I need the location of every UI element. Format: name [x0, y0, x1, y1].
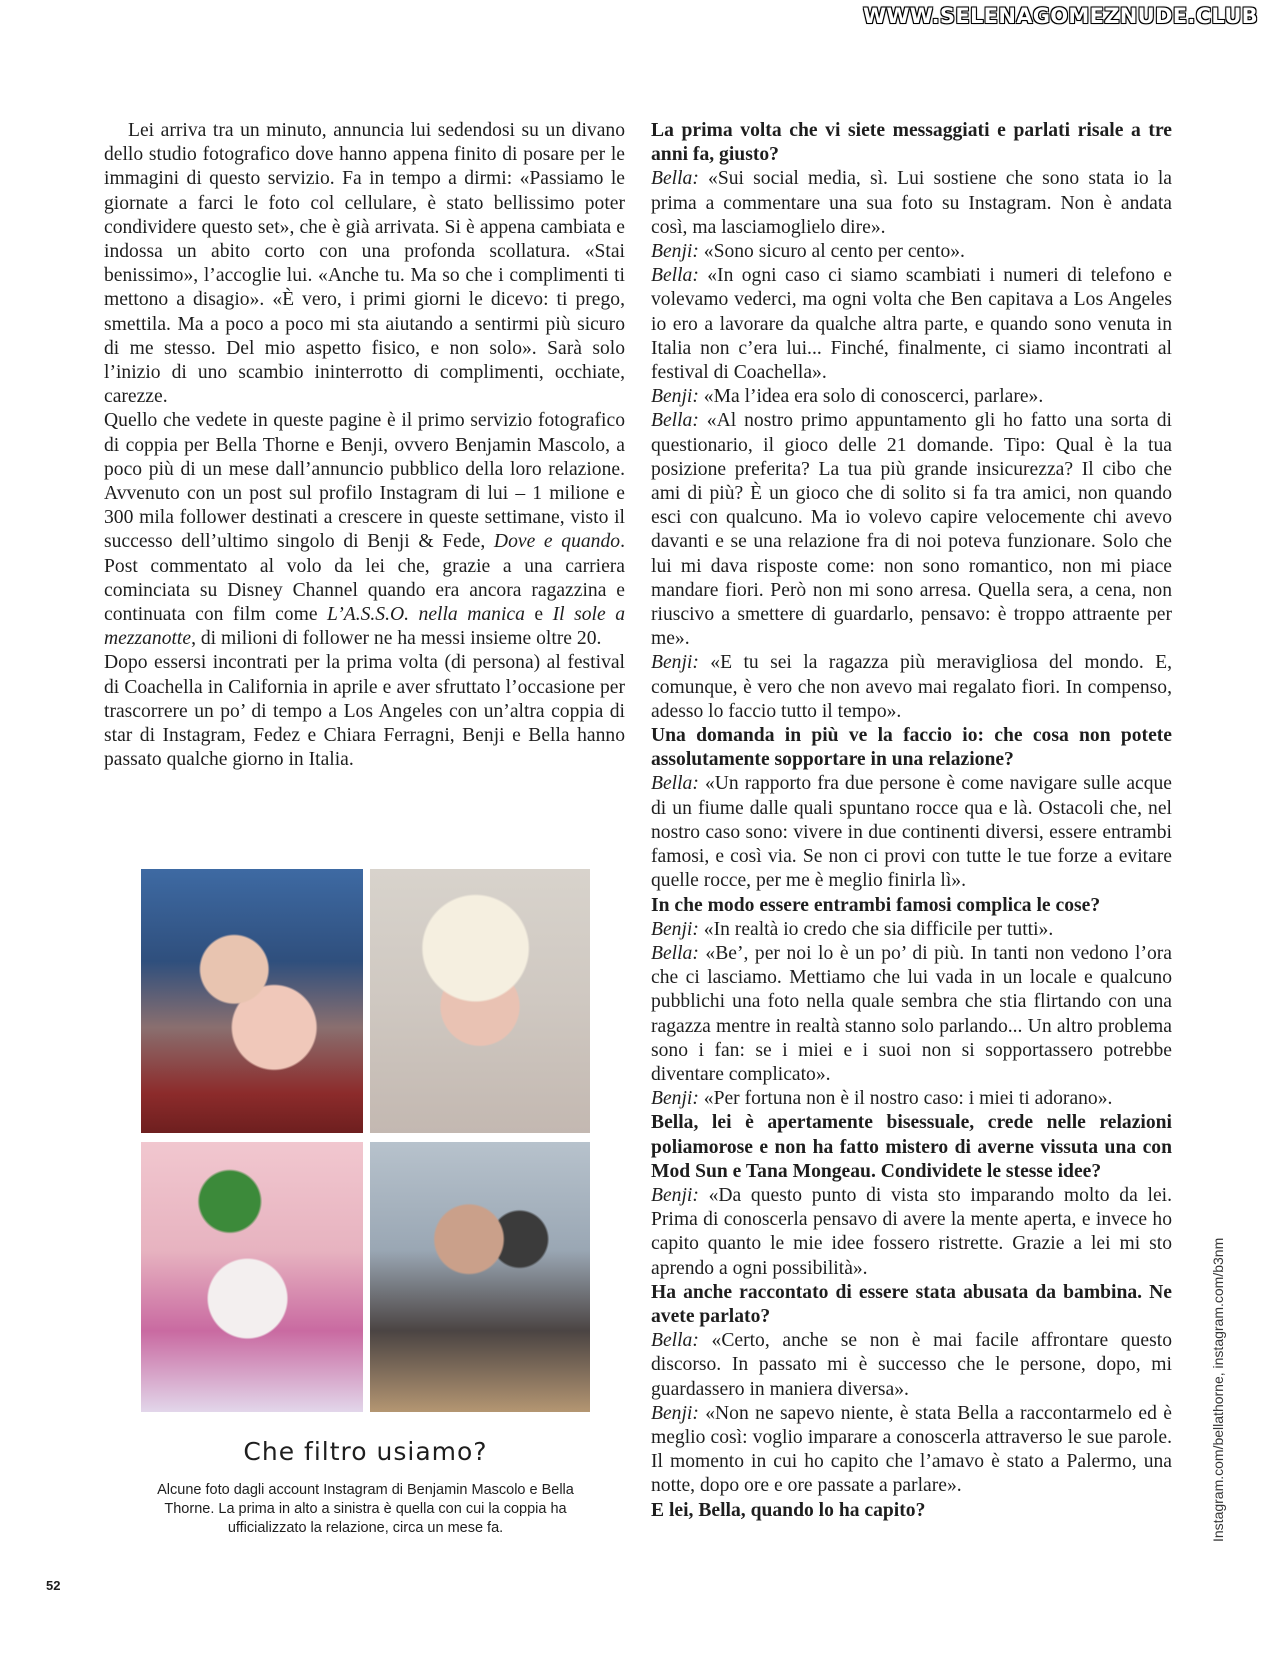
site-watermark: WWW.SELENAGOMEZNUDE.CLUB — [862, 4, 1258, 28]
interview-column — [651, 119, 1172, 1523]
speaker-label: Bella: — [651, 168, 699, 190]
interview-answer — [651, 1184, 1172, 1281]
answer-text: «E tu sei la ragazza più meravigliosa del mondo. E, comunque, è vero che non avevo mai regalato fiori. In compenso, adesso lo faccio tutto il tempo». — [651, 652, 1172, 722]
photo-grid — [141, 869, 590, 1412]
speaker-label: Benji: — [651, 386, 699, 408]
article-left-column — [104, 119, 625, 772]
interview-question: La prima volta che vi siete messaggiati e parlati risale a tre anni fa, giusto? — [651, 120, 1172, 166]
speaker-label: Benji: — [651, 1402, 699, 1424]
interview-question: Ha anche raccontato di essere stata abusata da bambina. Ne avete parlato? — [651, 1281, 1172, 1327]
speaker-label: Bella: — [651, 410, 699, 432]
page-number: 52 — [46, 1578, 61, 1593]
photo-bella-portrait — [370, 869, 590, 1133]
interview-answer — [651, 1329, 1172, 1402]
speaker-label: Benji: — [651, 918, 699, 940]
answer-text: «Al nostro primo appuntamento gli ho fatto una sorta di questionario, il gioco delle 21 domande. Tipo: Qual è la tua posizione preferita? La tua più grande insicurezza? Il cibo che ami di più? È un gioco che di solito si fa tra amici, non quando esci con qualcuno. Ma io volevo capire velocemente chi avevo davanti e se una relazione fra di noi poteva funzionare. Solo che lui mi dava risposte come: non sono romantico, non mi piace mandare fiori. Però non mi sono arresa. Quella sera, a cena, non riuscivo a smettere di guardarlo, pensavo: è troppo attraente per me». — [651, 410, 1172, 650]
photo-credit: Instagram.com/bellathorne, instagram.com/b3nm — [1210, 1237, 1226, 1542]
text-run: , di milioni di follower ne ha messi insieme oltre 20. — [191, 628, 602, 650]
photo-couple-backstage — [141, 869, 363, 1133]
intro-paragraph: Lei arriva tra un minuto, annuncia lui sedendosi su un divano dello studio fotografico dove hanno appena finito di posare per le immagini di questo servizio. Fa in tempo a dirmi: «Passiamo le giornate a farci le foto col cellulare, è stato bellissimo poter condividere questo set», che è già arrivata. Si è appena cambiata e indossa un abito corto con una profonda scollatura. «Stai benissimo», l’accoglie lui. «Anche tu. Ma so che i complimenti ti mettono a disagio». «È vero, i primi giorni le dicevo: ti prego, smettila. Ma a poco a poco mi sta aiutando a sentirmi più sicuro di me stesso. Del mio aspetto fisico, e non solo». Sarà solo l’inizio di uno scambio ininterrotto di complimenti, occhiate, carezze. — [104, 120, 625, 408]
third-paragraph: Dopo essersi incontrati per la prima volta (di persona) al festival di Coachella in California in aprile e aver sfruttato l’occasione per trascorrere un po’ di tempo a Los Angeles con un’altra coppia di star di Instagram, Fedez e Chiara Ferragni, Benji e Bella hanno passato qualche giorno in Italia. — [104, 652, 625, 771]
speaker-label: Benji: — [651, 1088, 699, 1110]
interview-answer — [651, 772, 1172, 893]
answer-text: «In realtà io credo che sia difficile per tutti». — [698, 918, 1054, 940]
interview-answer — [651, 1087, 1172, 1111]
photo-couple-kiss — [370, 1142, 590, 1412]
photo-bella-throne — [141, 1142, 363, 1412]
speaker-label: Bella: — [651, 265, 699, 287]
text-run: . Post commentato al volo da lei che, grazie a una carriera cominciata su Disney Channel quando era ancora ragazzina e continuata con film come — [104, 531, 625, 626]
interview-answer — [651, 409, 1172, 651]
caption-text: Alcune foto dagli account Instagram di Benjamin Mascolo e Bella Thorne. La prima in alto a sinistra è quella con cui la coppia ha ufficializzato la relazione, circa un mese fa. — [157, 1482, 574, 1536]
film-title: Il sole a mezzanotte — [104, 604, 625, 650]
answer-text: «Ma l’idea era solo di conoscerci, parlare». — [698, 386, 1044, 408]
answer-text: «Sono sicuro al cento per cento». — [698, 241, 965, 263]
speaker-label: Bella: — [651, 942, 699, 964]
song-title: Dove e quando — [493, 531, 621, 553]
interview-question: E lei, Bella, quando lo ha capito? — [651, 1499, 926, 1521]
answer-text: «Certo, anche se non è mai facile affrontare questo discorso. In passato mi è successo che le persone, dopo, mi guardassero in maniera diversa». — [651, 1330, 1172, 1400]
interview-answer — [651, 918, 1172, 942]
interview-question: Bella, lei è apertamente bisessuale, crede nelle relazioni poliamorose e non ha fatto mistero di averne vissuta una con Mod Sun e Tana Mongeau. Condividete le stesse idee? — [651, 1112, 1172, 1182]
second-paragraph — [104, 409, 625, 651]
text-run: Quello che vedete in queste pagine è il primo servizio fotografico di coppia per Bella Thorne e Benji, ovvero Benjamin Mascolo, a poco più di un mese dall’annuncio pubblico della loro relazione. Avvenuto con un post sul profilo Instagram di lui – 1 milione e 300 mila follower destinati a crescere in queste settimane, visto il successo dell’ultimo singolo di Benji & Fede, — [104, 410, 625, 553]
answer-text: «In ogni caso ci siamo scambiati i numeri di telefono e volevamo vederci, ma ogni volta che Ben capitava a Los Angeles io ero a lavorare da qualche altra parte, e quando sono venuta in Italia non c’era lui... Finché, finalmente, ci siamo incontrati al festival di Coachella». — [651, 265, 1172, 384]
answer-text: «Sui social media, sì. Lui sostiene che sono stata io la prima a commentare una sua foto su Instagram. Non è andata così, ma lasciamoglielo dire». — [651, 168, 1172, 238]
interview-answer — [651, 264, 1172, 385]
interview-answer — [651, 167, 1172, 240]
answer-text: «Un rapporto fra due persone è come navigare sulle acque di un fiume dalle quali spuntano rocce qua e là. Ostacoli che, nel nostro caso sono: vivere in due continenti diversi, essere entrambi famosi, e così via. Se non ci provi con tutte le tue forze a evitare quelle rocce, per me è meglio finirla lì». — [651, 773, 1172, 892]
answer-text: «Be’, per noi lo è un po’ di più. In tanti non vedono l’ora che ci lasciamo. Mettiamo che lui vada in un locale e qualcuno pubblichi una foto nella quale sembra che stia flirtando con una ragazza mentre in realtà stanno solo parlando... Un altro problema sono i fan: se i miei e i suoi non si sopportassero potrebbe diventare complicato». — [651, 942, 1172, 1085]
interview-answer — [651, 385, 1172, 409]
speaker-label: Benji: — [651, 241, 699, 263]
answer-text: «Non ne sapevo niente, è stata Bella a raccontarmelo ed è meglio così: voglio imparare a conoscerla attraverso le sue parole. Il momento in cui ho capito che l’amavo è stato a Palermo, una notte, dopo ore e ore passate a parlare». — [651, 1402, 1172, 1497]
film-title: L’A.S.S.O. nella manica — [327, 604, 525, 626]
answer-text: «Da questo punto di vista sto imparando molto da lei. Prima di conoscerla pensavo di avere la mente aperta, e invece ho capito quanto le mie idee fossero ristrette. Grazie a lei mi sto aprendo a ogni possibilità». — [651, 1184, 1172, 1279]
interview-answer — [651, 942, 1172, 1087]
interview-answer — [651, 651, 1172, 724]
speaker-label: Benji: — [651, 1184, 699, 1206]
interview-answer — [651, 1402, 1172, 1499]
text-run: e — [524, 604, 553, 626]
interview-question: Una domanda in più ve la faccio io: che cosa non potete assolutamente sopportare in una relazione? — [651, 725, 1172, 771]
speaker-label: Benji: — [651, 652, 699, 674]
interview-answer — [651, 240, 1172, 264]
interview-question: In che modo essere entrambi famosi complica le cose? — [651, 894, 1101, 916]
speaker-label: Bella: — [651, 773, 699, 795]
speaker-label: Bella: — [651, 1330, 699, 1352]
answer-text: «Per fortuna non è il nostro caso: i miei ti adorano». — [698, 1088, 1113, 1110]
caption-title: Che filtro usiamo? — [243, 1437, 488, 1466]
